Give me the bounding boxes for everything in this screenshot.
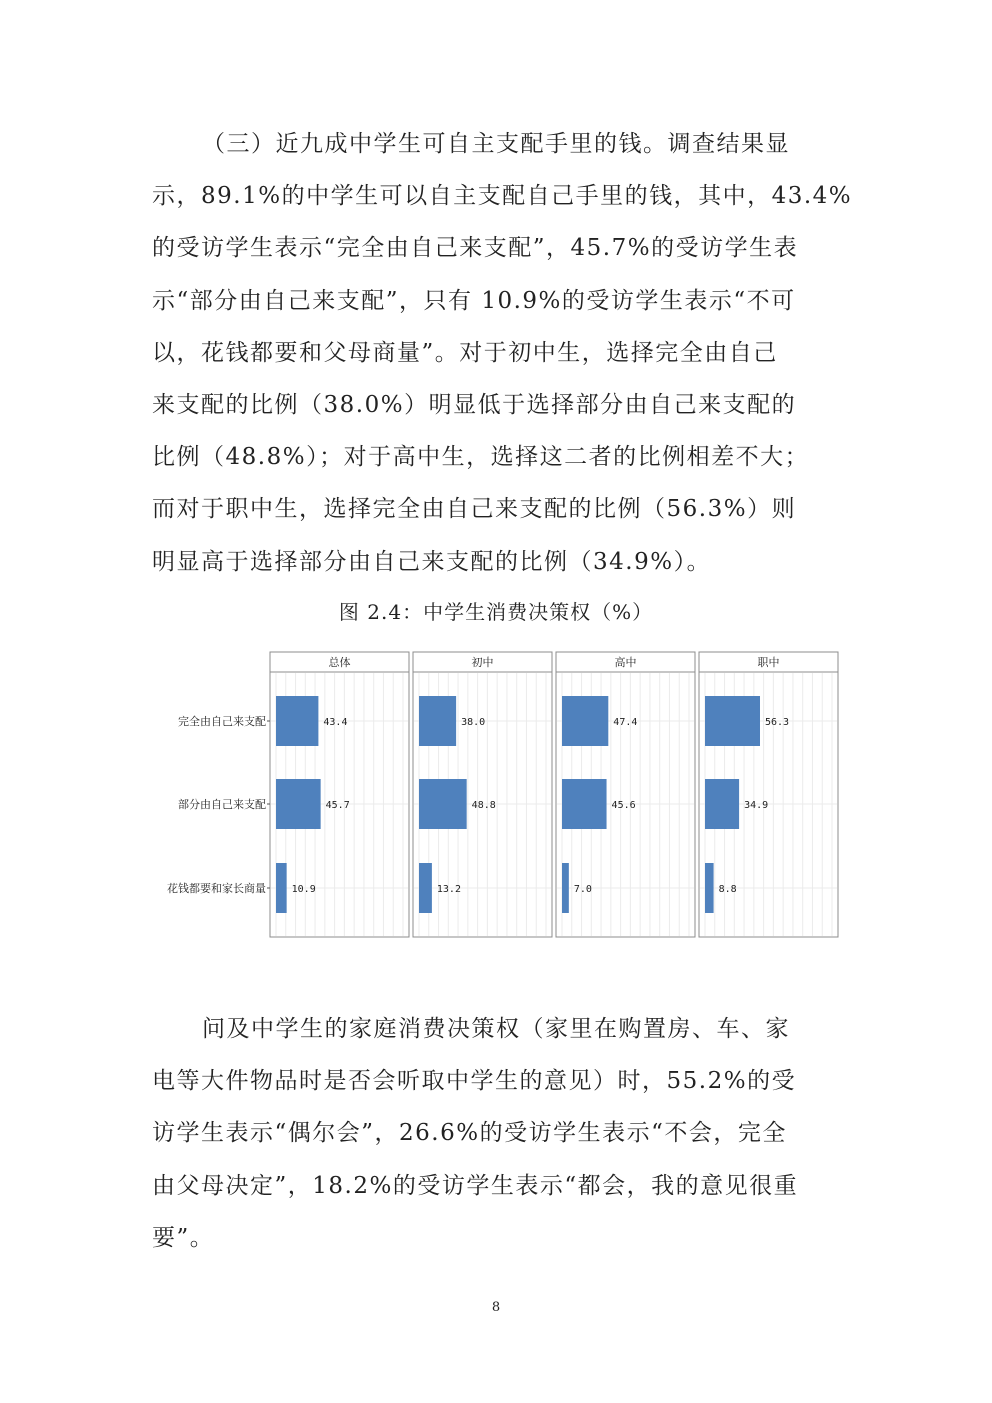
category-label: 完全由自己来支配 xyxy=(178,715,266,728)
text-line: 访学生表示“偶尔会”，26.6%的受访学生表示“不会，完全 xyxy=(152,1120,787,1147)
data-label: 10.9 xyxy=(291,884,316,895)
category-label: 部分由自己来支配 xyxy=(178,798,266,811)
facet-label: 总体 xyxy=(328,656,351,669)
text-line: 以，花钱都要和父母商量”。对于初中生，选择完全由自己 xyxy=(152,339,778,366)
text-line: 由父母决定”，18.2%的受访学生表示“都会，我的意见很重 xyxy=(152,1172,799,1199)
bar xyxy=(705,696,760,746)
data-label: 56.3 xyxy=(765,717,790,728)
bar xyxy=(419,863,432,913)
text-line: 示“部分由自己来支配”，只有 10.9%的受访学生表示“不可 xyxy=(152,287,796,314)
text-line: 来支配的比例（38.0%）明显低于选择部分由自己来支配的 xyxy=(152,391,797,418)
chart-svg xyxy=(150,648,850,943)
data-label: 43.4 xyxy=(323,717,348,728)
bar xyxy=(419,696,456,746)
text-line: 问及中学生的家庭消费决策权（家里在购置房、车、家 xyxy=(202,1016,790,1042)
bar xyxy=(276,696,318,746)
data-label: 34.9 xyxy=(744,800,769,811)
data-label: 38.0 xyxy=(461,717,486,728)
facet-label: 高中 xyxy=(614,656,637,669)
bar xyxy=(276,863,287,913)
paragraph-consumption-autonomy xyxy=(152,118,853,588)
page-number: 8 xyxy=(491,1300,501,1315)
text-line: 明显高于选择部分由自己来支配的比例（34.9%）。 xyxy=(152,548,712,575)
data-label: 47.4 xyxy=(613,717,638,728)
text-line: 而对于职中生，选择完全由自己来支配的比例（56.3%）则 xyxy=(152,496,797,523)
data-label: 48.8 xyxy=(471,800,496,811)
category-label: 花钱都要和家长商量 xyxy=(167,882,266,895)
faceted-bar-chart xyxy=(150,648,850,943)
text-line: 电等大件物品时是否会听取中学生的意见）时，55.2%的受 xyxy=(152,1068,797,1095)
text-line: 要”。 xyxy=(152,1224,215,1251)
facet-label: 职中 xyxy=(757,656,780,669)
bar xyxy=(419,779,467,829)
bar xyxy=(705,863,714,913)
paragraph-family-decision xyxy=(152,1003,842,1264)
facet-label: 初中 xyxy=(471,656,494,669)
bar xyxy=(562,863,569,913)
bar xyxy=(562,779,607,829)
text-line: （三）近九成中学生可自主支配手里的钱。调查结果显 xyxy=(202,131,790,157)
bar xyxy=(276,779,321,829)
data-label: 7.0 xyxy=(573,884,592,895)
figure-caption: 图 2.4：中学生消费决策权（%） xyxy=(338,600,654,624)
text-line: 比例（48.8%）；对于高中生，选择这二者的比例相差不大； xyxy=(152,444,810,471)
data-label: 13.2 xyxy=(436,884,461,895)
bar xyxy=(562,696,608,746)
bar xyxy=(705,779,739,829)
data-label: 45.7 xyxy=(325,800,350,811)
data-label: 45.6 xyxy=(611,800,636,811)
text-line: 的受访学生表示“完全由自己来支配”，45.7%的受访学生表 xyxy=(152,235,799,262)
text-line: 示，89.1%的中学生可以自主支配自己手里的钱，其中，43.4% xyxy=(152,183,853,210)
data-label: 8.8 xyxy=(718,884,737,895)
